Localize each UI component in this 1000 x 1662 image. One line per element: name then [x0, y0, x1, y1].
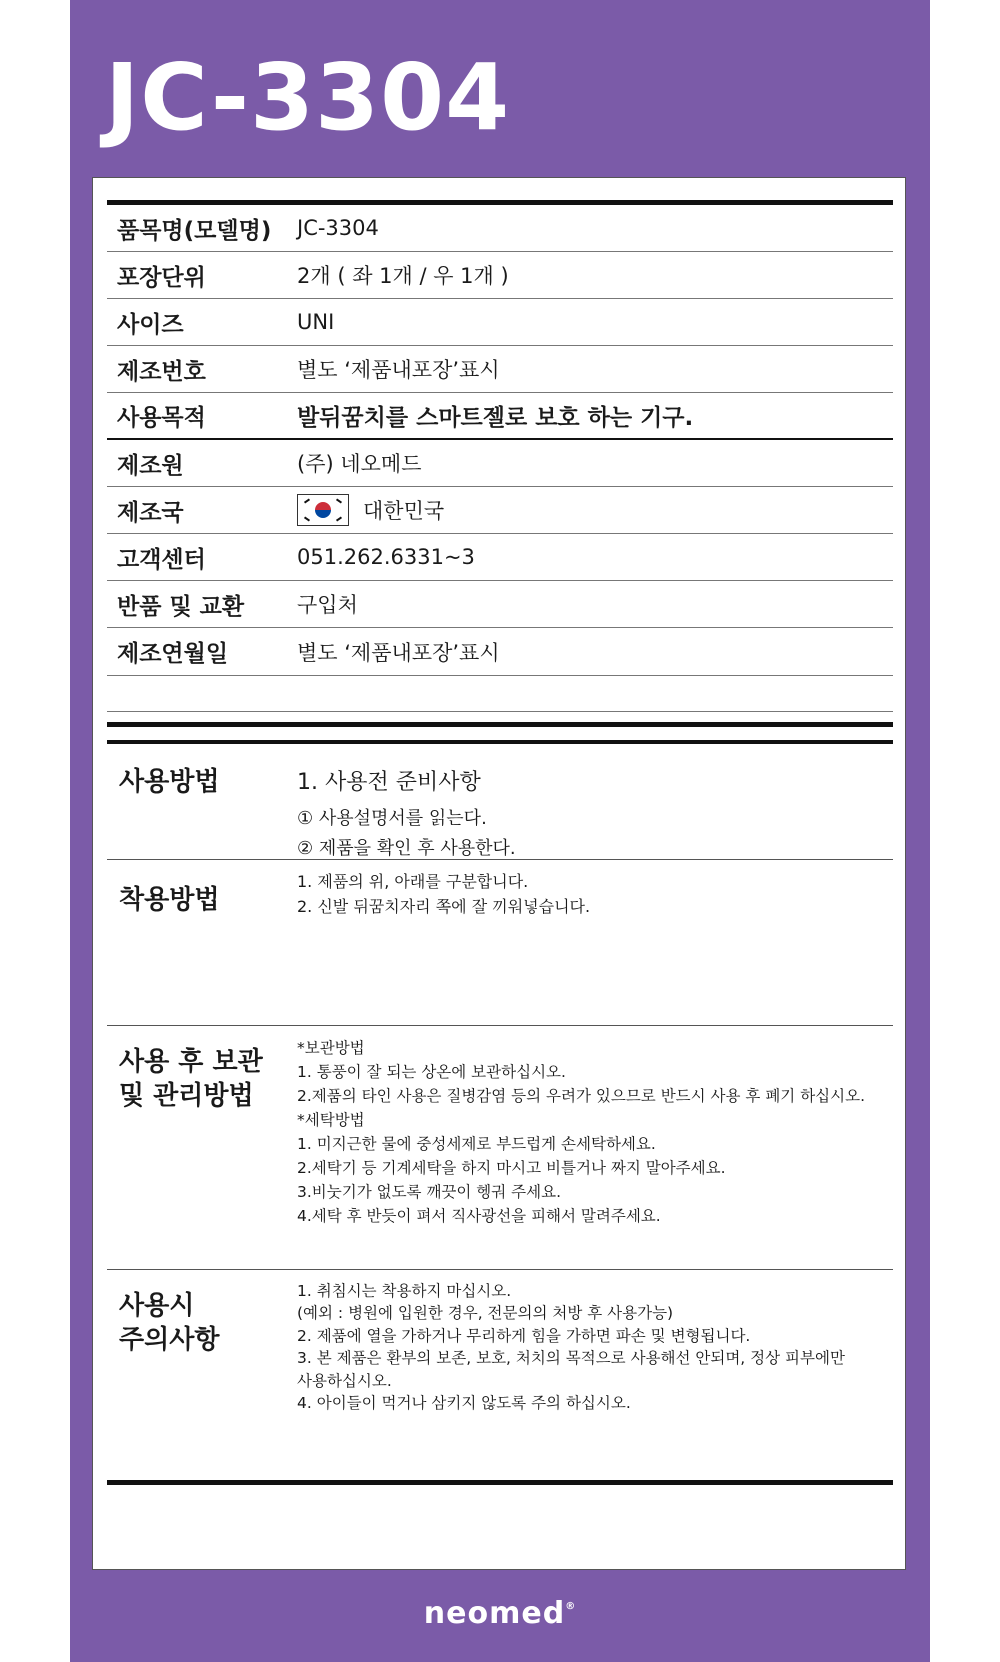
section-label-line: 사용 후 보관	[119, 1047, 263, 1077]
spec-value: 2개 ( 좌 1개 / 우 1개 )	[297, 264, 509, 288]
section-body	[297, 1036, 893, 1269]
spec-value-country	[297, 494, 444, 526]
spec-value: 별도 ‘제품내포장’표시	[297, 358, 500, 382]
section-label: 착용방법	[119, 885, 220, 915]
spec-value: UNI	[297, 310, 335, 334]
list-item: *보관방법	[297, 1039, 365, 1057]
usage-instructions	[107, 722, 893, 1485]
usage-heading: 1. 사용전 준비사항	[297, 770, 481, 795]
usage-method-section	[107, 744, 893, 860]
spec-label: 사이즈	[117, 311, 184, 338]
list-item: 2.제품의 타인 사용은 질병감염 등의 우려가 있으므로 반드시 사용 후 폐기 하십시오.	[297, 1087, 866, 1106]
spec-label: 포장단위	[117, 264, 206, 291]
spec-label: 반품 및 교환	[117, 593, 245, 620]
list-item: (예외 : 병원에 입원한 경우, 전문의의 처방 후 사용가능)	[297, 1304, 674, 1323]
section-label	[107, 1036, 297, 1269]
spec-label: 제조국	[117, 499, 184, 526]
bottom-rule	[107, 1480, 893, 1485]
list-item: 4.세탁 후 반듯이 펴서 직사광선을 피해서 말려주세요.	[297, 1207, 661, 1226]
list-item: 2. 신발 뒤꿈치자리 쪽에 잘 끼워넣습니다.	[297, 896, 591, 916]
spec-value: 051.262.6331~3	[297, 545, 475, 569]
spec-label: 제조원	[117, 452, 184, 479]
spec-value: 별도 ‘제품내포장’표시	[297, 640, 500, 665]
section-label	[107, 1280, 297, 1480]
spec-row-manufacturer	[107, 440, 893, 487]
list-item: ① 사용설명서를 읽는다.	[297, 808, 487, 830]
spec-row-serial	[107, 346, 893, 393]
spec-spacer-row	[107, 676, 893, 712]
caution-section	[107, 1270, 893, 1480]
list-item: 1. 제품의 위, 아래를 구분합니다.	[297, 872, 529, 891]
taeguk-symbol	[315, 502, 331, 518]
list-item: 사용하십시오.	[297, 1371, 392, 1390]
registered-mark: ®	[565, 1601, 577, 1612]
spec-row-country	[107, 487, 893, 534]
spec-label: 품목명(모델명)	[117, 217, 272, 244]
list-item: *세탁방법	[297, 1111, 365, 1130]
country-name: 대한민국	[363, 499, 445, 523]
storage-section	[107, 1026, 893, 1270]
product-info-sheet	[92, 177, 906, 1570]
spec-table	[107, 200, 893, 712]
spec-row-packaging	[107, 252, 893, 299]
spec-row-customer-center	[107, 534, 893, 581]
spec-row-purpose	[107, 393, 893, 440]
section-label-line: 및 관리방법	[119, 1080, 254, 1111]
trigram-mark	[336, 498, 342, 503]
neomed-logo	[0, 1596, 1000, 1631]
list-item: 3. 본 제품은 환부의 보존, 보호, 처치의 목적으로 사용해선 안되며, 정상 피부에만	[297, 1349, 845, 1368]
spec-label: 사용목적	[117, 405, 206, 431]
section-divider	[107, 722, 893, 744]
spec-label: 고객센터	[117, 546, 206, 573]
spec-row-size	[107, 299, 893, 346]
korea-flag-icon	[297, 494, 349, 526]
section-label-line: 사용시	[119, 1291, 195, 1321]
trigram-mark	[304, 498, 310, 503]
spec-row-model	[107, 205, 893, 252]
spec-label: 제조번호	[117, 358, 206, 385]
list-item: ② 제품을 확인 후 사용한다.	[297, 837, 516, 859]
spec-value: JC-3304	[297, 216, 379, 240]
spec-row-returns	[107, 581, 893, 628]
list-item: 2.세탁기 등 기계세탁을 하지 마시고 비틀거나 짜지 말아주세요.	[297, 1159, 726, 1178]
list-item: 1. 취침시는 착용하지 마십시오.	[297, 1282, 512, 1300]
section-body	[297, 766, 893, 859]
spec-row-manufacture-date	[107, 628, 893, 676]
spec-label: 제조연월일	[117, 641, 229, 667]
list-item: 1. 통풍이 잘 되는 상온에 보관하십시오.	[297, 1063, 566, 1082]
spec-value: 발뒤꿈치를 스마트젤로 보호 하는 기구.	[297, 405, 694, 431]
list-item: 3.비눗기가 없도록 깨끗이 헹궈 주세요.	[297, 1183, 562, 1202]
spec-value: (주) 네오메드	[297, 452, 422, 476]
brand-name: neomed	[423, 1596, 566, 1631]
spec-value: 구입처	[297, 593, 358, 617]
list-item: 4. 아이들이 먹거나 삼키지 않도록 주의 하십시오.	[297, 1394, 631, 1413]
list-item: 1. 미지근한 물에 중성세제로 부드럽게 손세탁하세요.	[297, 1135, 656, 1154]
section-label-line: 주의사항	[119, 1324, 220, 1355]
list-item: 2. 제품에 열을 가하거나 무리하게 힘을 가하면 파손 및 변형됩니다.	[297, 1326, 751, 1345]
section-body	[297, 870, 893, 1025]
section-body	[297, 1280, 893, 1480]
trigram-mark	[304, 516, 310, 521]
wearing-method-section	[107, 860, 893, 1026]
trigram-mark	[336, 516, 342, 521]
model-title: JC-3304	[105, 44, 511, 151]
section-label: 사용방법	[119, 767, 220, 797]
